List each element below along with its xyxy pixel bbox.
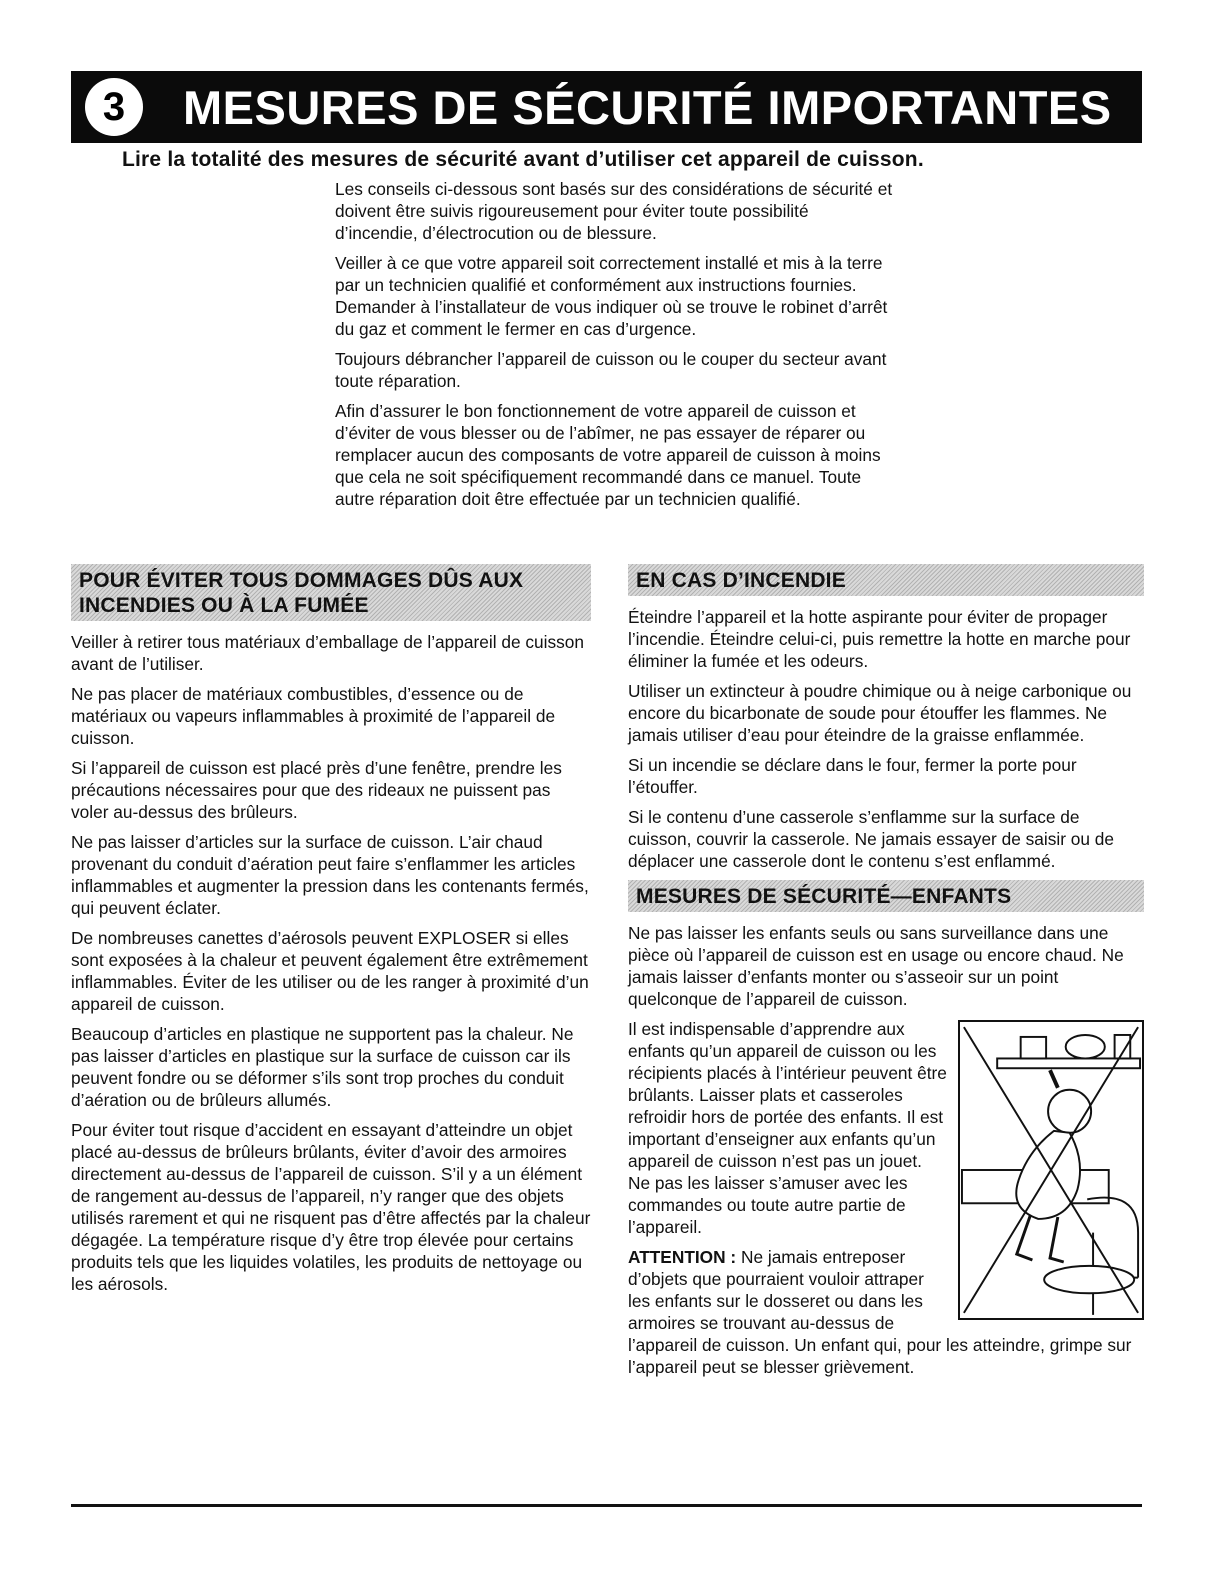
intro-paragraph: Afin d’assurer le bon fonctionnement de votre appareil de cuisson et d’éviter de vous blesser ou de l’abîmer, ne pas essayer de réparer ou remplacer aucun des composants de votre appareil de cuisson à moins que cela ne soit spécifiquement recommandé dans ce manuel. Toute autre réparation doit être effectuée par un technicien qualifié. (335, 401, 881, 509)
page-title: MESURES DE SÉCURITÉ IMPORTANTES (183, 80, 1112, 134)
fire-damage-heading-line: POUR ÉVITER TOUS DOMMAGES DÛS AUX (79, 569, 524, 592)
bottom-divider (71, 1504, 1142, 1507)
children-paragraph: Ne pas laisser les enfants seuls ou sans surveillance dans une pièce où l’appareil de cuisson est en usage ou encore chaud. Ne jamais laisser d’enfants monter ou s’asseoir sur un point quelconque de l’appareil de cuisson. (628, 923, 1124, 1009)
teapot-shape (1066, 1035, 1105, 1058)
child-climbing-warning-illustration (958, 1020, 1144, 1320)
child-legs-shape (1017, 1215, 1064, 1262)
fire-damage-paragraph: Pour éviter tout risque d’accident en essayant d’atteindre un objet placé au-dessus de brûleurs brûlants, éviter d’avoir des armoires directement au-dessus de l’appareil de cuisson. S’il y a un élément de rangement au-dessus de l’appareil, n’y ranger que des objets utilisés rarement et qui ne risquent pas d’être affectés par la chaleur dégagée. La température risque d’y être trop élevée pour certains produits tels que les liquides volatiles, les produits de nettoyage ou les aérosols. (71, 1120, 591, 1294)
fire-damage-paragraph: Veiller à retirer tous matériaux d’emballage de l’appareil de cuisson avant de l’utiliser. (71, 632, 584, 674)
attention-label: ATTENTION : (628, 1247, 737, 1267)
fire-case-heading (628, 564, 1144, 596)
child-head-shape (1048, 1090, 1091, 1133)
fire-damage-heading-line: INCENDIES OU À LA FUMÉE (79, 594, 369, 617)
fire-damage-paragraph: Ne pas laisser d’articles sur la surface de cuisson. L’air chaud provenant du conduit d’aération peut faire s’enflammer les articles inflammables et augmenter la pression dans les contenants fermés, qui peuvent éclater. (71, 832, 589, 918)
children-heading (628, 880, 1144, 912)
child-climbing-warning-icon (960, 1022, 1142, 1318)
fire-damage-section (71, 564, 591, 1303)
intro-paragraph: Les conseils ci-dessous sont basés sur des considérations de sécurité et doivent être suivis rigoureusement pour éviter toute possibilité d’incendie, d’électrocution ou de blessure. (335, 179, 893, 243)
fire-case-paragraph: Éteindre l’appareil et la hotte aspirante pour éviter de propager l’incendie. Éteindre celui-ci, puis remettre la hotte en marche pour éliminer la fumée et les odeurs. (628, 607, 1131, 671)
canister-shape (1115, 1035, 1131, 1058)
right-column (628, 564, 1144, 1386)
fire-damage-paragraph: Beaucoup d’articles en plastique ne supportent pas la chaleur. Ne pas laisser d’articles en plastique sur la surface de cuisson car ils peuvent fondre ou se déformer s’ils sont trop proches du conduit d’aération ou de brûleurs allumés. (71, 1024, 574, 1110)
intro-section (335, 178, 895, 518)
intro-paragraph: Veiller à ce que votre appareil soit correctement installé et mis à la terre par un technicien qualifié et conformément aux instructions fournies. Demander à l’installateur de vous indiquer où se trouve le robinet d’arrêt du gaz et comment le fermer en cas d’urgence. (335, 253, 888, 339)
children-heading-text: MESURES DE SÉCURITÉ—ENFANTS (636, 885, 1012, 908)
child-arm-shape (1050, 1070, 1058, 1088)
fire-case-paragraph: Si un incendie se déclare dans le four, fermer la porte pour l’étouffer. (628, 755, 1077, 797)
children-paragraph: Il est indispensable d’apprendre aux enfants qu’un appareil de cuisson ou les récipients placés à l’intérieur peuvent être brûlants. Laisser plats et casseroles refroidir hors de portée des enfants. Il est important d’enseigner aux enfants qu’un appareil de cuisson n’est pas un jouet. Ne pas les laisser s’amuser avec les commandes ou toute autre partie de l’appareil. (628, 1019, 947, 1237)
chair-seat-shape (1044, 1266, 1134, 1293)
fire-damage-paragraph: De nombreuses canettes d’aérosols peuvent EXPLOSER si elles sont exposées à la chaleur et peuvent également être extrêmement inflammables. Éviter de les utiliser ou de les ranger à proximité d’un appareil de cuisson. (71, 928, 589, 1014)
intro-paragraph: Toujours débrancher l’appareil de cuisson ou le couper du secteur avant toute réparation. (335, 349, 887, 391)
title-banner (71, 71, 1142, 143)
chair-shape (1087, 1198, 1138, 1315)
section-number-badge: 3 (85, 78, 143, 136)
fire-case-paragraph: Utiliser un extincteur à poudre chimique ou à neige carbonique ou encore du bicarbonate de soude pour étouffer les flammes. Ne jamais utiliser d’eau pour éteindre de la graisse enflammée. (628, 681, 1132, 745)
fire-case-heading-text: EN CAS D’INCENDIE (636, 569, 846, 592)
fire-damage-heading (71, 564, 591, 621)
fire-case-paragraph: Si le contenu d’une casserole s’enflamme sur la surface de cuisson, couvrir la casserole. Ne jamais essayer de saisir ou de déplacer une casserole dont le contenu s’est enflammé. (628, 807, 1115, 871)
fire-damage-paragraph: Ne pas placer de matériaux combustibles, d’essence ou de matériaux ou vapeurs inflammables à proximité de l’appareil de cuisson. (71, 684, 556, 748)
jar-shape (1021, 1037, 1046, 1059)
fire-damage-paragraph: Si l’appareil de cuisson est placé près d’une fenêtre, prendre les précautions nécessaires pour que des rideaux ne puissent pas voler au-dessus des brûleurs. (71, 758, 562, 822)
attention-text: Ne jamais entreposer d’objets que pourraient vouloir attraper les enfants sur le dosseret ou dans les armoires se trouvant au-dessus de l’appareil de cuisson. Un enfant qui, pour les atteindre, grimpe sur l’appareil peut se blesser grièvement. (628, 1247, 1132, 1377)
page-subtitle: Lire la totalité des mesures de sécurité avant d’utiliser cet appareil de cuisson. (122, 148, 924, 171)
